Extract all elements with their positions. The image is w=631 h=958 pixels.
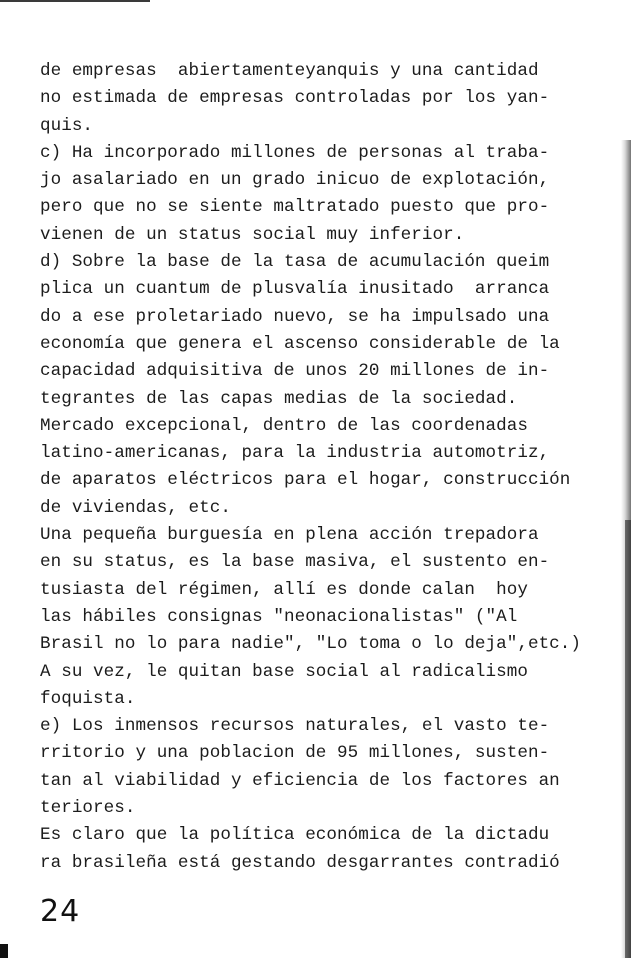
text-line: d) Sobre la base de la tasa de acumulación queim	[40, 252, 550, 273]
text-line: ra brasileña está gestando desgarrantes contradió	[40, 852, 560, 873]
top-edge-rule	[0, 0, 150, 2]
page-corner-mark	[0, 944, 8, 958]
text-line: A su vez, le quitan base social al radicalismo	[40, 661, 528, 682]
text-line: de aparatos eléctricos para el hogar, construcción	[40, 470, 571, 491]
text-line: e) Los inmensos recursos naturales, el vasto te-	[40, 716, 550, 737]
text-line: no estimada de empresas controladas por los yan-	[40, 88, 550, 109]
text-line: quis.	[40, 115, 94, 136]
typewritten-body	[40, 58, 612, 877]
text-line: rritorio y una poblacion de 95 millones, susten-	[40, 743, 550, 764]
text-line: economía que genera el ascenso considerable de la	[40, 333, 560, 354]
text-line: capacidad adquisitiva de unos 20 millones de in-	[40, 361, 550, 382]
text-line: vienen de un status social muy inferior.	[40, 224, 465, 245]
text-line: plica un cuantum de plusvalía inusitado arranca	[40, 279, 550, 300]
text-line: Brasil no lo para nadie", "Lo toma o lo deja",etc.)	[40, 634, 582, 655]
page-edge-shadow-dark	[625, 520, 631, 958]
text-line: pero que no se siente maltratado puesto que pro-	[40, 197, 550, 218]
text-line: foquista.	[40, 688, 136, 709]
text-line: do a ese proletariado nuevo, se ha impulsado una	[40, 306, 550, 327]
text-line: en su status, es la base masiva, el sustento en-	[40, 552, 550, 573]
text-line: Mercado excepcional, dentro de las coordenadas	[40, 415, 528, 436]
text-line: c) Ha incorporado millones de personas al traba-	[40, 142, 550, 163]
text-line: Es claro que la política económica de la dictadu	[40, 825, 550, 846]
text-line: las hábiles consignas "neonacionalistas" ("Al	[40, 606, 518, 627]
text-line: tegrantes de las capas medias de la sociedad.	[40, 388, 518, 409]
text-line: de viviendas, etc.	[40, 497, 231, 518]
text-line: de empresas abiertamenteyanquis y una cantidad	[40, 61, 539, 81]
text-line: jo asalariado en un grado inicuo de explotación,	[40, 170, 550, 191]
text-line: teriores.	[40, 798, 136, 819]
text-line: latino-americanas, para la industria automotriz,	[40, 443, 550, 464]
page-number: 24	[40, 894, 81, 929]
text-line: tan al viabilidad y eficiencia de los factores an	[40, 770, 560, 791]
text-line: tusiasta del régimen, allí es donde calan hoy	[40, 579, 528, 600]
text-line: Una pequeña burguesía en plena acción trepadora	[40, 525, 539, 546]
